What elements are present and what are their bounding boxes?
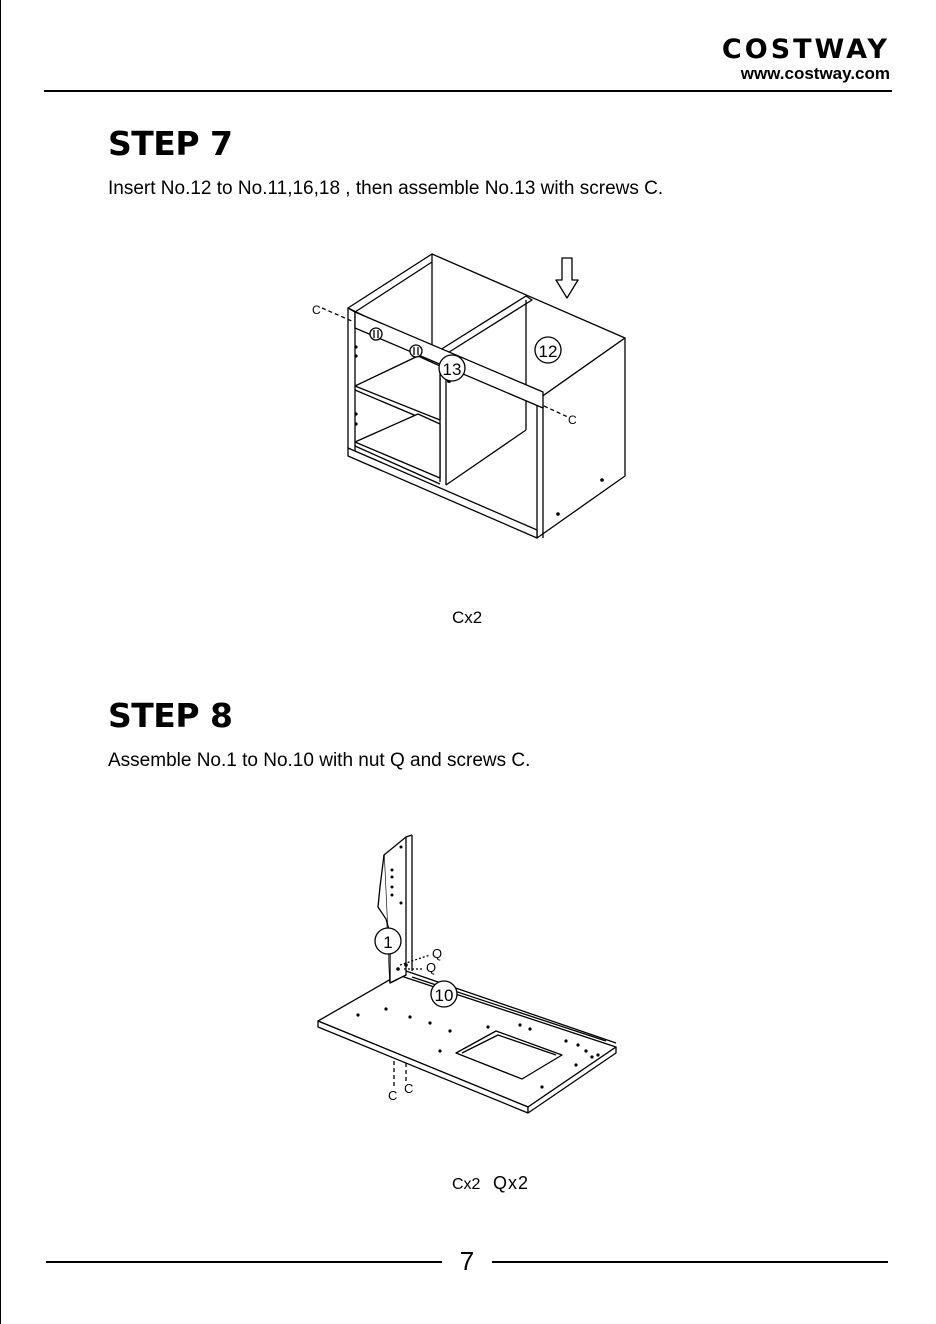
step8-quantity-screws: Cx2	[452, 1176, 481, 1193]
step7-quantity: Cx2	[452, 608, 483, 627]
screw-label-right: C	[568, 413, 577, 427]
side-panel-front	[384, 837, 406, 983]
screw-label-2: C	[404, 1081, 414, 1096]
nut-label-2: Q	[426, 960, 437, 975]
step8-diagram	[300, 825, 630, 1130]
step8-instruction: Assemble No.1 to No.10 with nut Q and screws C.	[108, 750, 531, 771]
page-number: 7	[459, 1246, 475, 1276]
screw-label-1: C	[388, 1088, 398, 1103]
step8-quantity-nuts: Qx2	[493, 1173, 530, 1193]
cabinet-bottom-panel	[348, 448, 537, 538]
part-label-10: 10	[434, 986, 454, 1005]
insert-arrow-icon	[556, 258, 578, 298]
brand-block	[722, 36, 890, 84]
step7-diagram	[300, 250, 640, 555]
nut-label-1: Q	[432, 946, 443, 961]
cabinet-left-panel	[348, 308, 355, 452]
screw-label-left: C	[312, 303, 321, 317]
shelf-lower	[355, 414, 440, 478]
left-margin-rule	[0, 0, 1, 1324]
part-label-13: 13	[442, 360, 462, 379]
brand-logo: COSTWAY	[721, 34, 890, 65]
step7-title: STEP 7	[108, 124, 233, 163]
part-label-12: 12	[538, 342, 558, 361]
step7-instruction: Insert No.12 to No.11,16,18 , then assemble No.13 with screws C.	[108, 178, 664, 199]
part-label-1: 1	[383, 933, 393, 952]
footer-rule-left	[46, 1261, 442, 1263]
step8-title: STEP 8	[108, 696, 233, 735]
brand-url: www.costway.com	[740, 64, 890, 83]
footer-rule-right	[492, 1261, 888, 1263]
header-divider	[44, 90, 892, 92]
shelf-upper	[355, 356, 440, 420]
